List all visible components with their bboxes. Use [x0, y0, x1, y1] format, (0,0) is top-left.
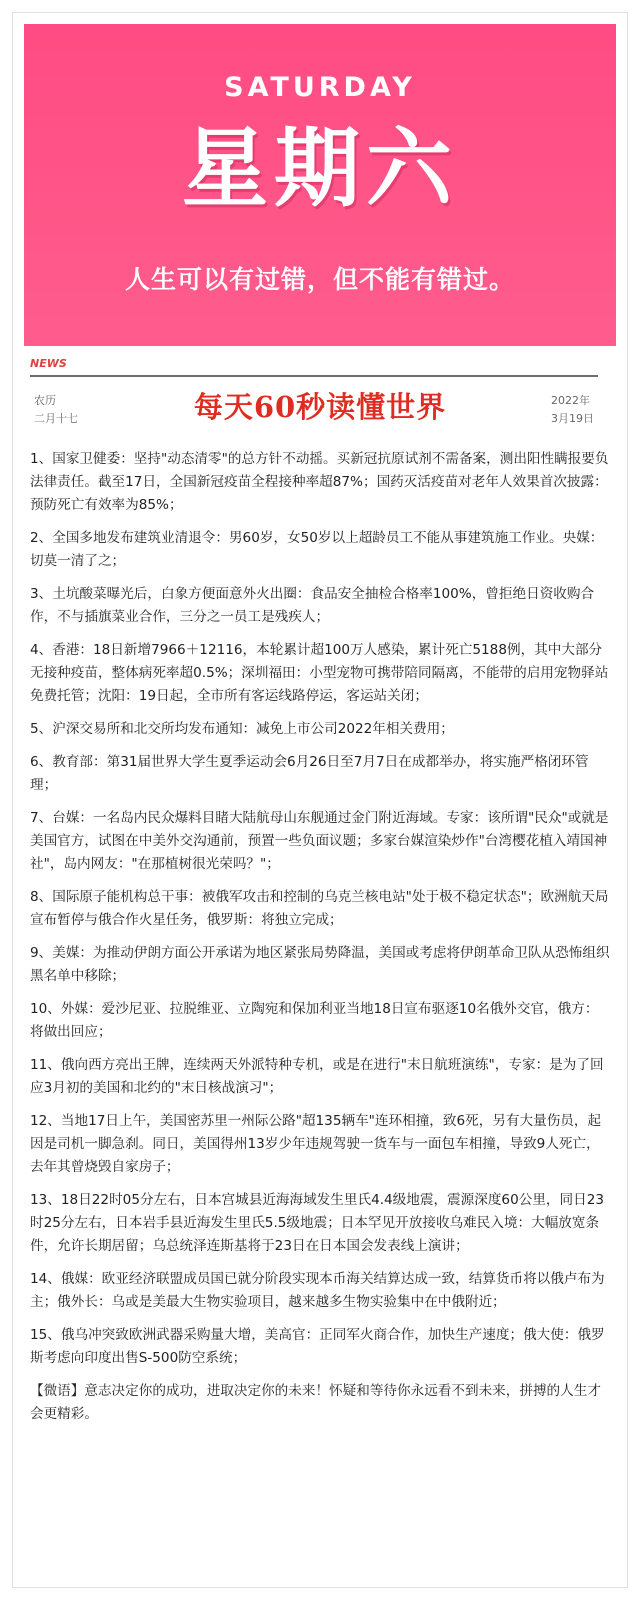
news-item: 9、美媒：为推动伊朗方面公开承诺为地区紧张局势降温，美国或考虑将伊朗革命卫队从恐怖组织黑名单中移除； [30, 945, 610, 984]
lunar-date: 二月十七 [34, 412, 78, 425]
news-item: 8、国际原子能机构总干事：被俄军攻击和控制的乌克兰核电站"处于极不稳定状态"；欧洲航天局宣布暂停与俄合作火星任务，俄罗斯：将独立完成； [30, 889, 609, 928]
date-day: 3月19日 [551, 412, 594, 425]
gregorian-date [551, 392, 594, 428]
day-english: SATURDAY [224, 72, 416, 103]
news-list [30, 448, 610, 1426]
page-title: 每天60秒读懂世界 [193, 390, 447, 424]
news-item: 5、沪深交易所和北交所均发布通知：减免上市公司2022年相关费用； [30, 721, 454, 737]
news-item: 7、台媒：一名岛内民众爆料目睹大陆航母山东舰通过金门附近海域。专家：该所谓"民众"或就是美国官方，试图在中美外交沟通前，预置一些负面议题；多家台媒渲染炒作"台湾樱花植入靖国神社"，岛内网友："在那植树很光荣吗？"； [30, 810, 609, 872]
news-item: 12、当地17日上午，美国密苏里一州际公路"超135辆车"连环相撞，致6死，另有大量伤员，起因是司机一脚急刹。同日，美国得州13岁少年违规驾驶一货车与一面包车相撞，导致9人死亡，去年其曾烧毁自家房子； [30, 1113, 602, 1175]
news-item: 3、土坑酸菜曝光后，白象方便面意外火出圈：食品安全抽检合格率100%，曾拒绝日资收购合作，不与插旗菜业合作，三分之一员工是残疾人； [30, 586, 595, 625]
news-item: 14、俄媒：欧亚经济联盟成员国已就分阶段实现本币海关结算达成一致，结算货币将以俄卢布为主；俄外长：乌或是美最大生物实验项目，越来越多生物实验集中在中俄附近； [30, 1271, 605, 1310]
news-item: 4、香港：18日新增7966＋12116，本轮累计超100万人感染，累计死亡5188例，其中大部分无接种疫苗，整体病死率超0.5%；深圳福田：小型宠物可携带陪同隔离，不能带的启用宠物驿站免费托管；沈阳：19日起，全市所有客运线路停运，客运站关闭； [30, 642, 609, 704]
news-item: 10、外媒：爱沙尼亚、拉脱维亚、立陶宛和保加利亚当地18日宣布驱逐10名俄外交官，俄方：将做出回应； [30, 1001, 599, 1040]
news-item: 15、俄乌冲突致欧洲武器采购量大增，美高官：正同军火商合作，加快生产速度；俄大使：俄罗斯考虑向印度出售S-500防空系统； [30, 1327, 605, 1366]
daily-quote: 【微语】意志决定你的成功，进取决定你的未来！怀疑和等待你永远看不到未来，拼搏的人生才会更精彩。 [30, 1383, 601, 1422]
day-chinese: 星期六 [182, 119, 458, 219]
news-tag: NEWS [30, 357, 67, 370]
news-item: 2、全国多地发布建筑业清退令：男60岁，女50岁以上超龄员工不能从事建筑施工作业。央媒：切莫一清了之； [30, 530, 604, 569]
news-item: 1、国家卫健委：坚持"动态清零"的总方针不动摇。买新冠抗原试剂不需备案，测出阳性瞒报要负法律责任。截至17日，全国新冠疫苗全程接种率超87%；国药灭活疫苗对老年人效果首次披露：预防死亡有效率为85%； [30, 451, 609, 513]
banner-slogan: 人生可以有过错，但不能有错过。 [124, 265, 515, 294]
news-item: 11、俄向西方亮出王牌，连续两天外派特种专机，或是在进行"末日航班演练"，专家：是为了回应3月初的美国和北约的"末日核战演习"； [30, 1057, 604, 1096]
news-item: 6、教育部：第31届世界大学生夏季运动会6月26日至7月7日在成都举办，将实施严格闭环管理； [30, 754, 589, 793]
news-item: 13、18日22时05分左右，日本宫城县近海海域发生里氏4.4级地震，震源深度60公里，同日23时25分左右，日本岩手县近海发生里氏5.5级地震；日本罕见开放接收乌难民入境：大幅放宽条件，允许长期居留；乌总统泽连斯基将于23日在日本国会发表线上演讲； [30, 1192, 604, 1254]
day-banner [24, 24, 616, 346]
date-year: 2022年 [551, 394, 590, 407]
header-divider [30, 375, 598, 377]
lunar-label: 农历 [34, 394, 56, 407]
